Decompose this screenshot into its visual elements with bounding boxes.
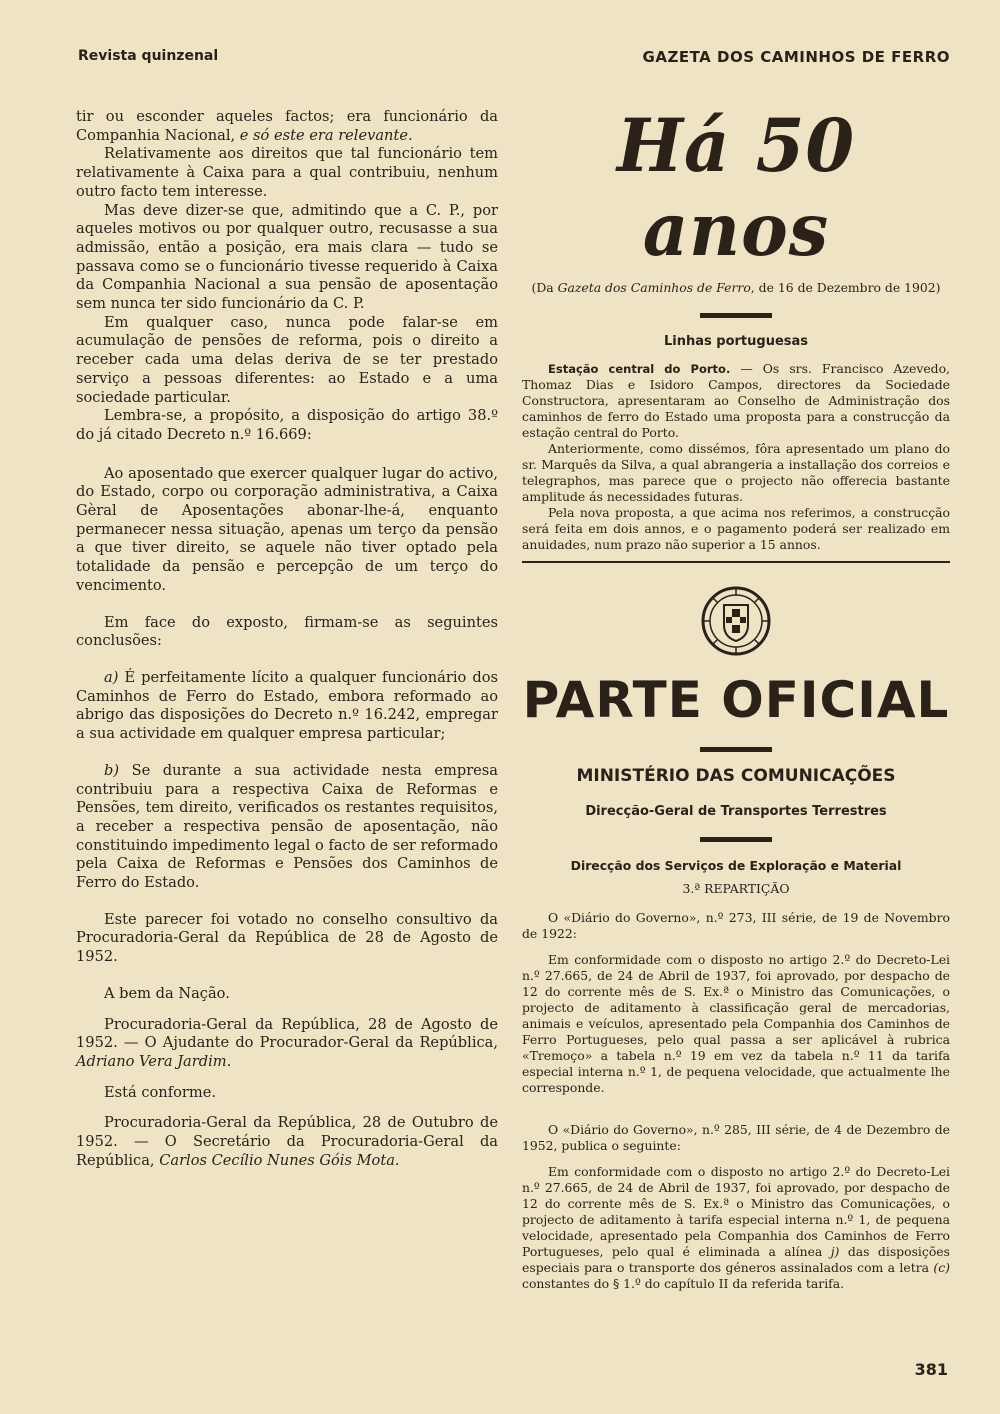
right-column	[522, 101, 950, 1292]
emphasis: e só este era relevante.	[239, 126, 413, 144]
signer-name: Adriano Vera Jardim.	[76, 1052, 232, 1070]
signer-name: Carlos Cecílio Nunes Góis Mota.	[159, 1151, 400, 1169]
left-column	[76, 108, 498, 1170]
services-heading: Direcção dos Serviços de Exploração e Material	[570, 858, 902, 873]
page-number: 381	[914, 1360, 948, 1379]
masthead-title: Há 50 anos	[616, 101, 856, 274]
decree-1	[522, 910, 950, 1096]
paragraph: Está conforme.	[104, 1083, 216, 1101]
conclusion-b	[76, 762, 498, 893]
conclusion-a	[76, 669, 498, 744]
paragraph: Em face do exposto, firmam-se as seguintes conclusões:	[76, 613, 498, 650]
paragraph: A bem da Nação.	[104, 984, 230, 1002]
signature-block	[76, 1114, 498, 1170]
coat-of-arms-icon	[700, 585, 772, 657]
decree-2	[522, 1122, 950, 1292]
label: b)	[104, 761, 120, 779]
paragraph: Em qualquer caso, nunca pode falar-se em acumulação de pensões de reforma, pois o direito a receber cada uma delas deriva de se ter prestado serviço a pessoas diferentes: ao Estado e a uma sociedade particular.	[76, 313, 498, 406]
header-left: Revista quinzenal	[78, 48, 219, 64]
publication-name: Gazeta dos Caminhos de Ferro	[557, 280, 751, 295]
decree-body	[522, 1164, 950, 1292]
text: , de 16 de Dezembro de 1902)	[750, 280, 941, 295]
decree-body: Em conformidade com o disposto no artigo 2.º do Decreto-Lei n.º 27.665, de 24 de Abril de 1937, foi aprovado, por despacho de 12 do corrente mês de S. Ex.ª o Ministro das Comunicações, o projecto de aditamento à classificação geral de mercadorias, animais e veículos, apresentado pela Companhia dos Caminhos de Ferro Portugueses, pelo qual passa a ser aplicável à rubrica «Tremoço» a tabela n.º 19 em vez da tabela n.º 11 da tarifa especial interna n.º 1, de pequena velocidade, que actualmente lhe corresponde.	[522, 952, 950, 1095]
run-in-heading: Estação central do Porto.	[548, 362, 731, 376]
paragraph	[522, 361, 950, 441]
text: Procuradoria-Geral da República, 28 de Outubro de 1952. — O Secretário da Procuradoria-Geral da República,	[76, 1114, 498, 1169]
quoted-article: Ao aposentado que exercer qualquer lugar do activo, do Estado, corpo ou corporação administrativa, a Caixa Gèral de Aposentações abonar-lhe-á, enquanto permanecer nessa situação, apenas um terço da pensão a que tiver direito, se aquele não tiver optado pela totalidade da pensão e percepção de um terço do vencimento.	[76, 464, 498, 594]
header-right: GAZETA DOS CAMINHOS DE FERRO	[642, 48, 950, 66]
paragraph: Mas deve dizer-se que, admitindo que a C. P., por aqueles motivos ou por qualquer outro, recusasse a sua admissão, então a posição, era mais clara — tudo se passava como se o funcionário tivesse requerido à Caixa da Companhia Nacional a sua pensão de aposentação sem nunca ter sido funcionário da C. P.	[76, 201, 498, 313]
text: Procuradoria-Geral da República, 28 de Agosto de 1952. — O Ajudante do Procurador-Geral da República,	[76, 1015, 498, 1052]
text: (c)	[933, 1260, 950, 1275]
paragraph: Pela nova proposta, a que acima nos referimos, a construcção será feita em dois annos, e o pagamento poderá ser realizado em anuidades, num prazo não superior a 15 annos.	[522, 505, 950, 552]
text: constantes do § 1.º do capítulo II da referida tarifa.	[522, 1276, 845, 1291]
text: — Os srs. Francisco Azevedo, Thomaz Dias e Isidoro Campos, directores da Sociedade Constructora, apresentaram ao Conselho de Administração dos caminhos de ferro do Estado uma proposta para a construcção da estação central do Porto.	[522, 361, 950, 440]
decree-intro: O «Diário do Governo», n.º 285, III série, de 4 de Dezembro de 1952, publica o seguinte:	[522, 1122, 950, 1153]
label: a)	[104, 668, 119, 686]
paragraph: Anteriormente, como dissémos, fôra apresentado um plano do sr. Marquês da Silva, a qual abrangeria a installação dos correios e telegraphos, mas parece que o projecto não offerecia bastante amplitude ás necessidades futuras.	[522, 441, 950, 504]
department-heading: 3.ª REPARTIÇÃO	[682, 881, 790, 896]
divider	[700, 313, 772, 318]
source-line	[522, 280, 950, 295]
official-title: PARTE OFICIAL	[522, 671, 950, 729]
ministry-heading: MINISTÉRIO DAS COMUNICAÇÕES	[576, 766, 896, 786]
signature-block	[76, 1016, 498, 1072]
paragraph: Este parecer foi votado no conselho consultivo da Procuradoria-Geral da República de 28 de Agosto de 1952.	[76, 910, 498, 966]
running-header	[78, 46, 950, 70]
paragraph: Lembra-se, a propósito, a disposição do artigo 38.º do já citado Decreto n.º 16.669:	[76, 407, 498, 443]
decree-intro: O «Diário do Governo», n.º 273, III série, de 19 de Novembro de 1922:	[522, 910, 950, 941]
section-title: Linhas portuguesas	[663, 334, 809, 349]
text: tir ou esconder aqueles factos; era funcionário da Companhia Nacional,	[76, 108, 498, 144]
directorate-heading: Direcção-Geral de Transportes Terrestres	[585, 804, 887, 819]
divider	[522, 561, 950, 563]
paragraph: Relativamente aos direitos que tal funcionário tem relativamente à Caixa para a qual contribuiu, nenhum outro facto tem interesse.	[76, 145, 498, 200]
historic-article	[522, 361, 950, 553]
divider	[700, 837, 772, 842]
paragraph	[76, 108, 498, 145]
divider	[700, 747, 772, 752]
text: É perfeitamente lícito a qualquer funcionário dos Caminhos de Ferro do Estado, embora reformado ao abrigo das disposições do Decreto n.º 16.242, empregar a sua actividade em qualquer empresa particular;	[76, 668, 498, 743]
text: j)	[830, 1244, 840, 1259]
text: Em conformidade com o disposto no artigo 2.º do Decreto-Lei n.º 27.665, de 24 de Abril de 1937, foi aprovado, por despacho de 12 do corrente mês de S. Ex.ª o Ministro das Comunicações, o projecto de aditamento à tarifa especial interna n.º 1, de pequena velocidade, apresentado pela Companhia dos Caminhos de Ferro Portugueses, pelo qual é eliminada a alínea	[522, 1164, 950, 1259]
text: Se durante a sua actividade nesta empresa contribuiu para a respectiva Caixa de Reformas e Pensões, tem direito, verificados os restantes requisitos, a receber a respectiva pensão de aposentação, não constituindo impedimento legal o facto de ser reformado pela Caixa de Reformas e Pensões dos Caminhos de Ferro do Estado.	[76, 761, 498, 892]
text: (Da	[531, 280, 558, 295]
text: das disposições especiais para o transporte dos géneros assinalados com a letra	[522, 1244, 950, 1275]
